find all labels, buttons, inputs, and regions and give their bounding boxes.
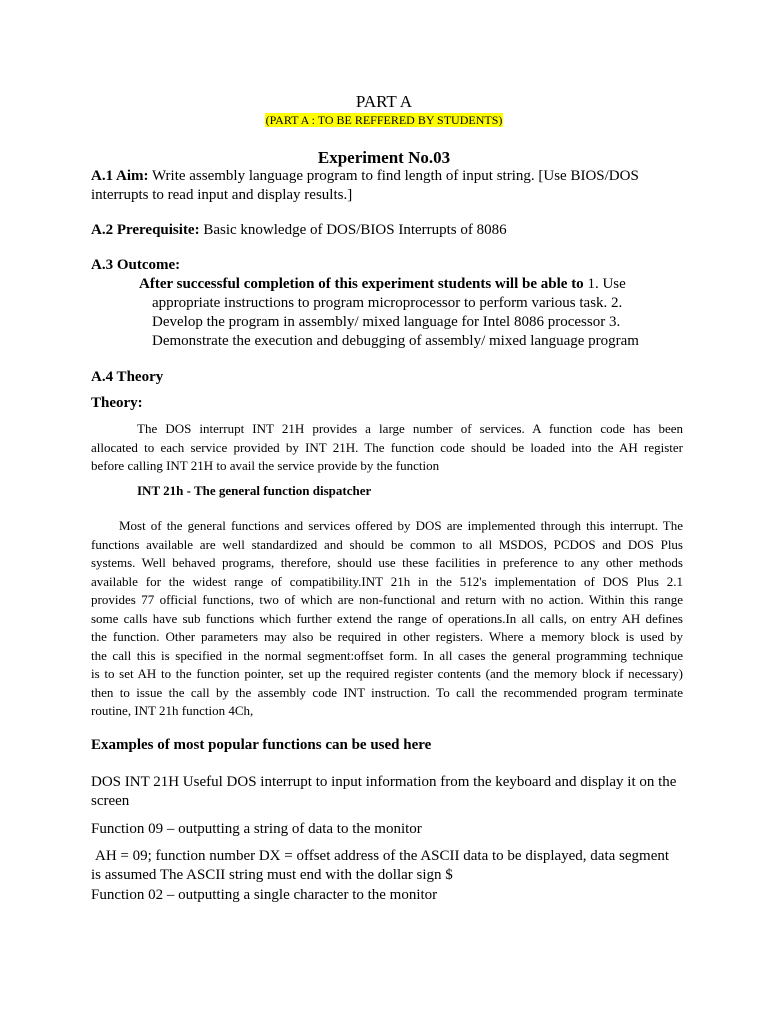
dispatcher-heading: INT 21h - The general function dispatcher — [137, 483, 372, 498]
experiment-title: Experiment No.03 — [317, 148, 451, 167]
theory-heading: A.4 Theory — [91, 369, 164, 385]
ah-line-2: is assumed The ASCII string must end with the dollar sign $ — [91, 867, 453, 883]
dispatcher-line-8: the call this is specified in the normal segment:offset form. In all cases the general programming technique — [91, 648, 683, 663]
theory-para-line-1: The DOS interrupt INT 21H provides a large number of services. A function code has been — [137, 421, 683, 436]
dispatcher-line-6: some calls have sub functions which further extend the range of operations.In all calls, on entry AH defines — [91, 611, 683, 626]
aim-line-2: interrupts to read input and display results.] — [91, 187, 353, 203]
dispatcher-line-10: then to issue the call by the assembly code INT instruction. To call the recommended program terminate — [91, 685, 683, 700]
dispatcher-line-5: provides 77 official functions, two of which are non-functional and return with no action. Within this range — [91, 592, 683, 607]
aim-text: Write assembly language program to find length of input string. [Use BIOS/DOS — [148, 168, 639, 184]
dispatcher-line-7: the function. Other parameters may also be required in other registers. Where a memory block is used by — [91, 629, 683, 644]
prerequisite-text: Basic knowledge of DOS/BIOS Interrupts of 8086 — [199, 222, 507, 238]
theory-para-line-2: allocated to each service provided by INT 21H. The function code should be loaded into the AH register — [91, 440, 683, 455]
examples-heading: Examples of most popular functions can be used here — [91, 737, 432, 753]
outcome-label: A.3 Outcome: — [91, 257, 181, 273]
dispatcher-line-1: Most of the general functions and services offered by DOS are implemented through this interrupt. The — [119, 518, 683, 533]
prerequisite-label: A.2 Prerequisite: — [91, 222, 200, 238]
theory-subheading: Theory: — [91, 395, 143, 411]
aim-line-1 — [91, 168, 639, 185]
part-subtitle — [0, 113, 768, 128]
outcome-line-1 — [139, 276, 626, 293]
prerequisite-line — [91, 222, 507, 239]
dispatcher-line-2: functions available are well standardized and should be common to all MSDOS, PCDOS and DOS Plus — [91, 537, 683, 552]
dispatcher-line-3: systems. Well behaved programs, therefore, should use these facilities in preference to any other methods — [91, 555, 683, 570]
outcome-lead: After successful completion of this experiment students will be able to — [139, 276, 584, 292]
aim-label: A.1 Aim: — [91, 168, 149, 184]
dispatcher-line-9: is to set AH to the function pointer, set up the required register contents (and the memory block if necessary) — [91, 666, 683, 681]
outcome-line1-tail: 1. Use — [583, 276, 626, 292]
function-02-line: Function 02 – outputting a single character to the monitor — [91, 887, 438, 903]
function-09-line: Function 09 – outputting a string of data to the monitor — [91, 821, 422, 837]
outcome-line-3: Develop the program in assembly/ mixed language for Intel 8086 processor 3. — [152, 314, 621, 330]
dos-int-line-2: screen — [91, 793, 130, 809]
outcome-line-4: Demonstrate the execution and debugging of assembly/ mixed language program — [152, 333, 639, 349]
outcome-line-2: appropriate instructions to program microprocessor to perform various task. 2. — [152, 295, 623, 311]
ah-line-1: AH = 09; function number DX = offset address of the ASCII data to be displayed, data segment — [95, 848, 670, 864]
dos-int-line-1: DOS INT 21H Useful DOS interrupt to input information from the keyboard and display it on the — [91, 774, 677, 790]
dispatcher-line-4: available for the widest range of compatibility.INT 21h in the 512's implementation of DOS Plus 2.1 — [91, 574, 683, 589]
theory-para-line-3: before calling INT 21H to avail the service provide by the function — [91, 458, 440, 473]
dispatcher-line-11: routine, INT 21h function 4Ch, — [91, 703, 254, 718]
part-subtitle-highlight: (PART A : TO BE REFFERED BY STUDENTS) — [265, 113, 503, 127]
part-title: PART A — [355, 92, 413, 111]
